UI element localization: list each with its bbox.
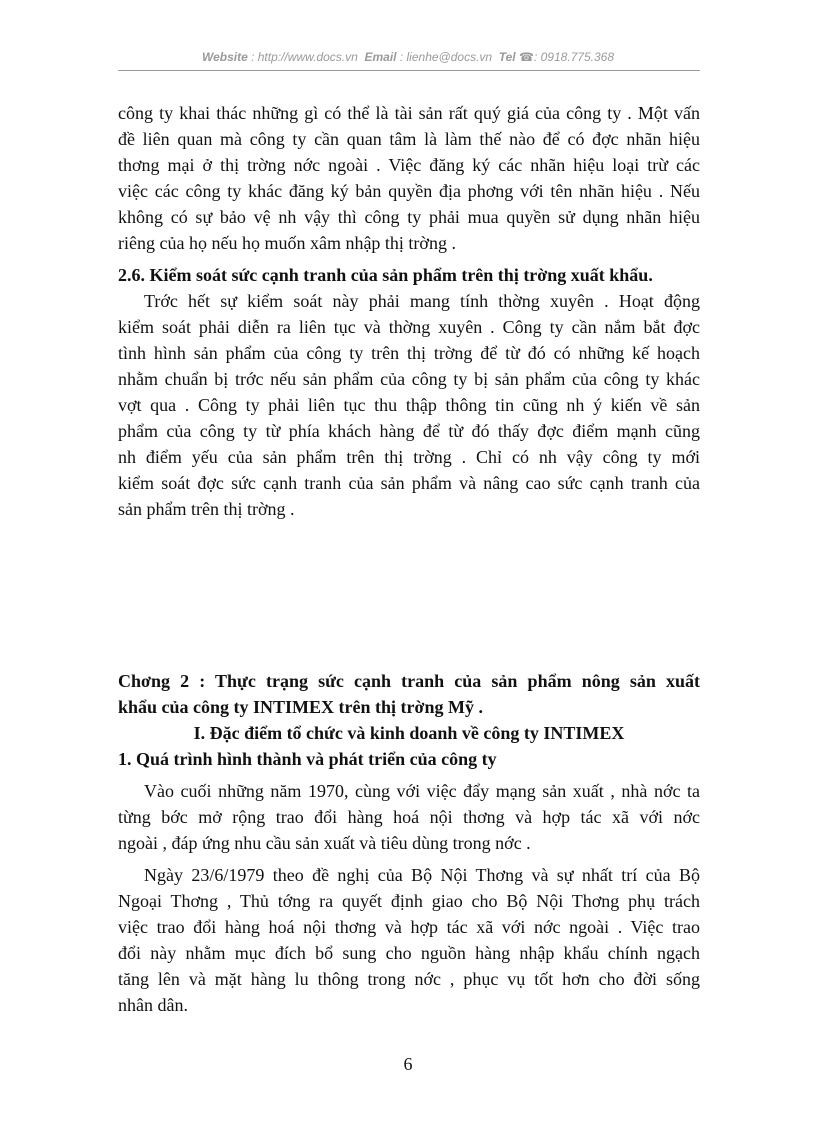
paragraph-line: từng bớc mở rộng trao đổi hàng hoá nội thơng và hợp tác xã với nớc	[118, 807, 700, 827]
paragraph-line: việc trao đổi hàng hoá nội thơng và hợp tác xã với nớc ngoài . Việc trao	[118, 917, 700, 937]
paragraph-line: tăng lên và mặt hàng lu thông trong nớc , phục vụ tốt hơn cho đời sống	[118, 969, 700, 989]
email-value: : lienhe@docs.vn	[399, 50, 493, 64]
tel-value: : 0918.775.368	[533, 50, 615, 64]
section-heading: 2.6. Kiểm soát sức cạnh tranh của sản phẩm trên thị trờng xuất khẩu.	[118, 265, 653, 285]
paragraph-line: nh điểm yếu của sản phẩm trên thị trờng . Chỉ có nh vậy công ty mới	[118, 447, 700, 467]
tel-label: Tel	[498, 50, 516, 64]
section-heading: I. Đặc điểm tổ chức và kinh doanh về công ty INTIMEX	[193, 723, 625, 743]
paragraph-line: Ngày 23/6/1979 theo đề nghị của Bộ Nội Thơng và sự nhất trí của Bộ	[144, 865, 700, 885]
paragraph-line: sản phẩm trên thị trờng .	[118, 499, 295, 519]
section-2-6	[118, 262, 700, 522]
paragraph-line: Ngoại Thơng , Thủ tớng ra quyết định giao cho Bộ Nội Thơng phụ trách	[118, 891, 700, 911]
paragraph-line: kiểm soát đợc sức cạnh tranh của sản phẩm và nâng cao sức cạnh tranh của	[118, 473, 700, 493]
paragraph-line: nhằm chuẩn bị trớc nếu sản phẩm của công ty bị sản phẩm của công ty khác	[118, 369, 700, 389]
paragraph-line: nhân dân.	[118, 995, 188, 1015]
paragraph-line: kiểm soát phải diễn ra liên tục và thờng xuyên . Công ty cần nắm bắt đợc	[118, 317, 700, 337]
paragraph-line: Vào cuối những năm 1970, cùng với việc đẩy mạng sản xuất , nhà nớc ta	[144, 781, 700, 801]
page-number: 6	[403, 1054, 413, 1074]
paragraph-line: việc các công ty khác đăng ký bản quyền địa phơng với tên nhãn hiệu . Nếu	[118, 181, 700, 201]
email-label: Email	[364, 50, 397, 64]
paragraph-line: Trớc hết sự kiểm soát này phải mang tính thờng xuyên . Hoạt động	[144, 291, 700, 311]
website-label: Website	[201, 50, 248, 64]
header-divider	[118, 70, 700, 71]
paragraph-line: thơng mại ở thị trờng nớc ngoài . Việc đăng ký các nhãn hiệu loại trừ các	[118, 155, 700, 175]
paragraph-line: riêng của họ nếu họ muốn xâm nhập thị trờng .	[118, 233, 456, 253]
intro-paragraph	[118, 100, 700, 256]
paragraph-line: phẩm của công ty từ phía khách hàng để từ đó thấy đợc điểm mạnh cũng	[118, 421, 700, 441]
paragraph-line: đổi này nhằm mục đích bổ sung cho nguồn hàng nhập khẩu chính ngạch	[118, 943, 700, 963]
subsection-heading: 1. Quá trình hình thành và phát triển của công ty	[118, 749, 497, 769]
paragraph-line: không có sự bảo vệ nh vậy thì công ty phải mua quyền sử dụng nhãn hiệu	[118, 207, 700, 227]
chapter-2	[118, 668, 700, 1018]
paragraph-line: đề liên quan mà công ty cần quan tâm là làm thế nào để có đợc nhãn hiệu	[118, 129, 700, 149]
phone-icon: ☎	[519, 50, 534, 64]
page-header	[118, 50, 698, 64]
paragraph-line: ngoài , đáp ứng nhu cầu sản xuất và tiêu dùng trong nớc .	[118, 833, 531, 853]
paragraph-line: vợt qua . Công ty phải liên tục thu thập thông tin cũng nh ý kiến về sản	[118, 395, 700, 415]
paragraph-line: tình hình sản phẩm của công ty trên thị trờng để từ đó có những kế hoạch	[118, 343, 700, 363]
chapter-title: khẩu của công ty INTIMEX trên thị trờng Mỹ .	[118, 697, 483, 717]
paragraph-line: công ty khai thác những gì có thể là tài sản rất quý giá của công ty . Một vấn	[118, 103, 700, 123]
chapter-title: Chơng 2 : Thực trạng sức cạnh tranh của sản phẩm nông sản xuất	[118, 671, 700, 691]
website-value: : http://www.docs.vn	[251, 50, 358, 64]
